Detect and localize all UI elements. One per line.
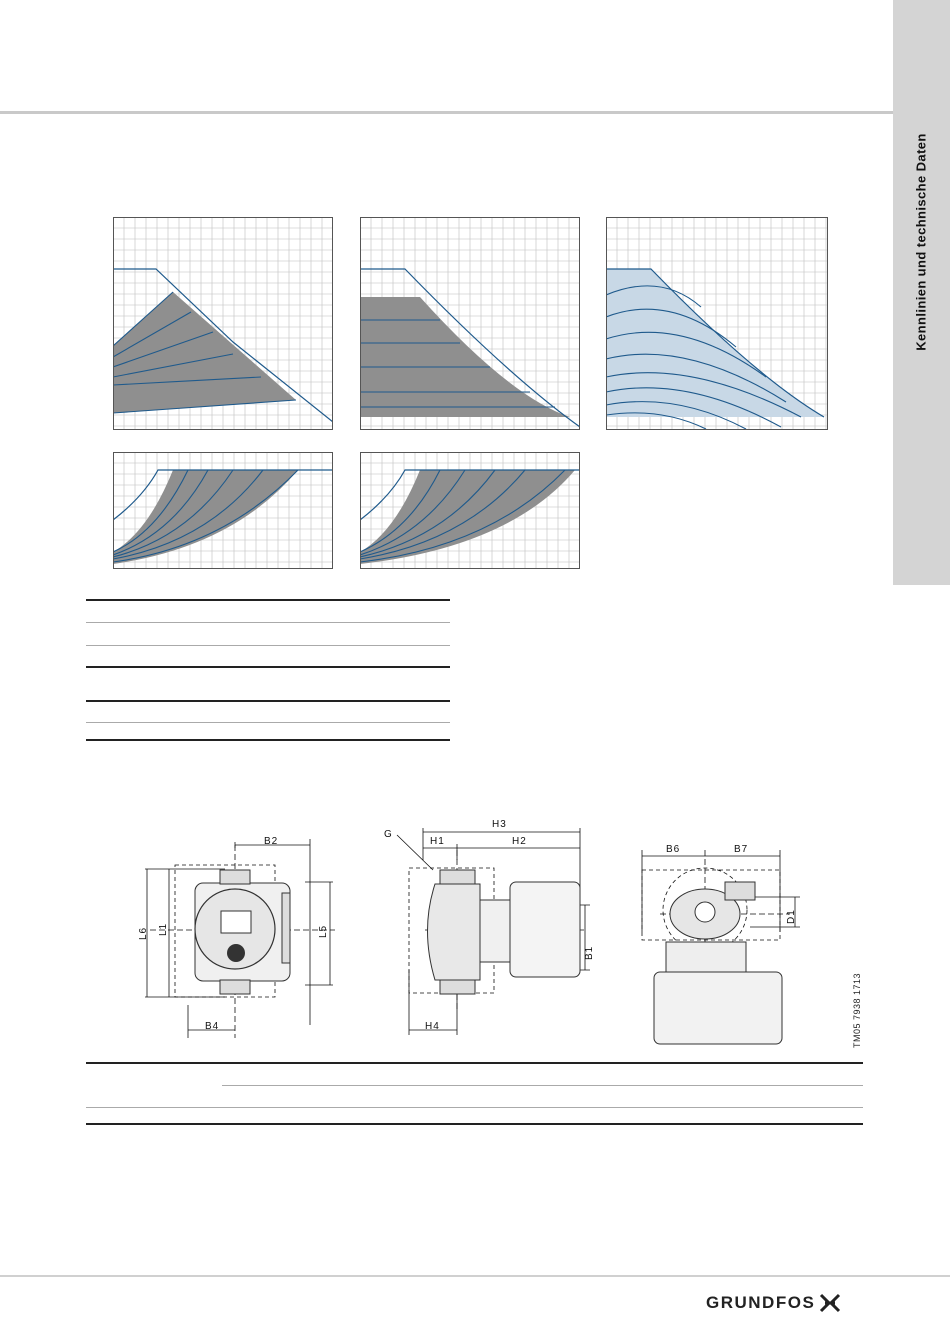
drawing-top-view <box>640 842 810 1047</box>
table-rule <box>86 1107 863 1108</box>
dim-label-b2: B2 <box>264 836 279 847</box>
dim-label-l5: L5 <box>318 924 329 938</box>
drawing-code: TM05 7938 1713 <box>852 972 862 1048</box>
table-rule <box>86 622 450 623</box>
table-rule <box>86 645 450 646</box>
curve-chart-constant-pressure <box>360 217 580 430</box>
dim-label-l6: L6 <box>138 926 149 940</box>
operating-area <box>113 470 298 564</box>
drawing-side-view <box>385 820 600 1042</box>
dim-label-b6: B6 <box>666 844 681 855</box>
table-rule <box>86 1062 863 1064</box>
section-side-tab-label: Kennlinien und technische Daten <box>913 133 929 351</box>
operating-area <box>113 292 296 413</box>
operating-area <box>360 297 570 417</box>
header-divider <box>0 111 893 114</box>
table-rule <box>222 1085 863 1086</box>
table-rule <box>86 700 450 702</box>
dim-label-h2: H2 <box>512 836 527 847</box>
dim-label-b7: B7 <box>734 844 749 855</box>
operating-area <box>360 470 575 564</box>
curve-chart-power-proportional <box>113 452 333 569</box>
brand-x-icon <box>819 1293 841 1313</box>
dim-label-h1: H1 <box>430 836 445 847</box>
table-rule <box>86 599 450 601</box>
footer-divider <box>0 1275 950 1277</box>
dim-label-l1: L1 <box>158 922 169 936</box>
brand-name: GRUNDFOS <box>706 1293 816 1312</box>
table-rule <box>86 1123 863 1125</box>
dim-label-d1: D1 <box>786 909 797 924</box>
table-rule <box>86 666 450 668</box>
dim-label-b1: B1 <box>584 945 595 960</box>
dim-label-g: G <box>384 829 393 840</box>
curve-chart-constant-curve <box>606 217 828 430</box>
curve-chart-power-constant <box>360 452 580 569</box>
section-side-tab <box>893 0 950 585</box>
grundfos-logo <box>706 1293 841 1313</box>
dim-label-b4: B4 <box>205 1021 220 1032</box>
curve-chart-proportional-pressure <box>113 217 333 430</box>
table-rule <box>86 722 450 723</box>
table-rule <box>86 739 450 741</box>
dim-label-h4: H4 <box>425 1021 440 1032</box>
dim-label-h3: H3 <box>492 819 507 830</box>
